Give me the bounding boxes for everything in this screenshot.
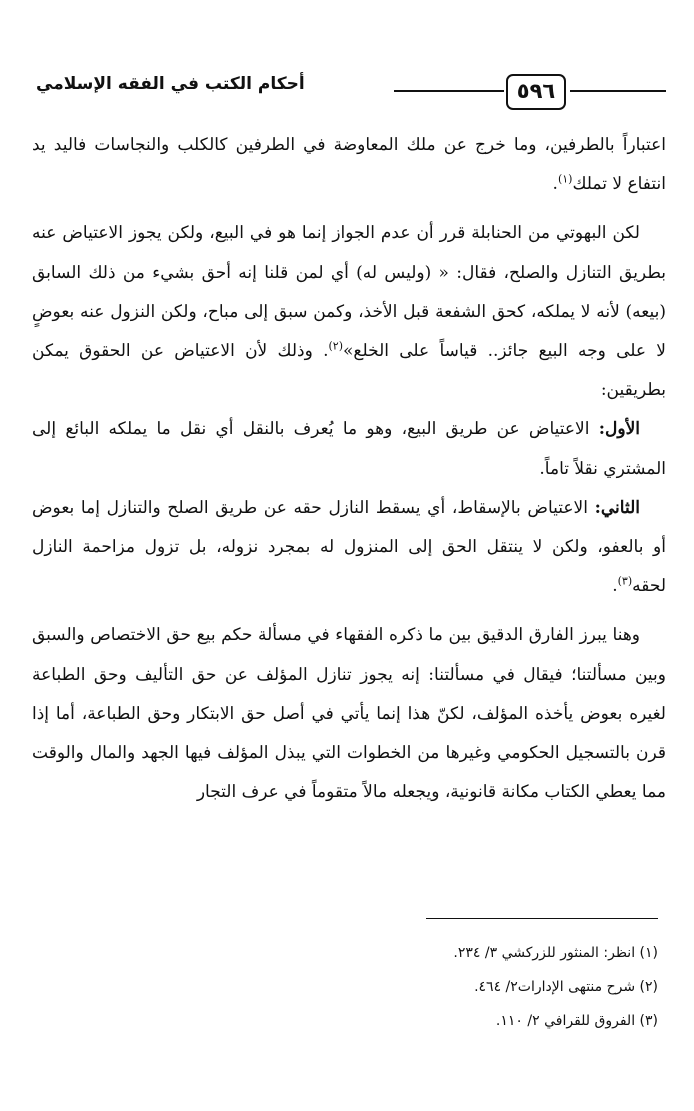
page-number: ٥٩٦	[506, 74, 566, 110]
paragraph-1-end: .	[552, 174, 558, 195]
paragraph-3	[32, 410, 666, 488]
footnote-separator	[426, 918, 658, 919]
footnote-ref-3: (٣)	[617, 574, 633, 588]
footnote-1: (١) انظر: المنثور للزركشي ٣/ ٢٣٤.	[453, 945, 658, 961]
page-header	[36, 62, 666, 110]
header-rule-middle	[394, 90, 504, 92]
footnote-ref-1: (١)	[557, 172, 573, 186]
paragraph-4-lead: الثاني:	[594, 497, 640, 518]
footnote-ref-2: (٢)	[328, 339, 344, 353]
paragraph-4-text: الاعتياض بالإسقاط، أي يسقط النازل حقه عن طريق الصلح والتنازل إما بعوض أو بالعفو، ولكن لا ينتقل الحق إلى المنزول له بمجرد نزوله، بل تزول مزاحمة النازل لحقه	[32, 497, 666, 597]
footnote-2: (٢) شرح منتهى الإدارات٢/ ٤٦٤.	[474, 979, 658, 995]
footnote-3: (٣) الفروق للقرافي ٢/ ١١٠.	[495, 1013, 658, 1029]
paragraph-1	[32, 126, 666, 204]
paragraph-1-text: اعتباراً بالطرفين، وما خرج عن ملك المعاوضة في الطرفين كالكلب والنجاسات فاليد يد انتفاع لا تملك	[32, 135, 666, 195]
paragraph-2-text: لكن البهوتي من الحنابلة قرر أن عدم الجواز إنما هو في البيع، ولكن يجوز الاعتياض عنه بطريق التنازل والصلح، فقال: « (وليس له) أي لمن قلنا إنه أحق بشيء من ذلك السابق (بيعه) لأنه لا يملكه، كحق الشفعة قبل الأخذ، وكمن سبق إلى مباح، ولكن النزول عنه بعوضٍ لا على وجه البيع جائز.. قياساً على الخلع»	[32, 223, 666, 362]
header-rule-right	[570, 90, 666, 92]
running-title: أحكام الكتب في الفقه الإسلامي	[36, 74, 305, 94]
paragraph-5-text: وهنا يبرز الفارق الدقيق بين ما ذكره الفقهاء في مسألة حكم بيع حق الاختصاص والسبق وبين مسألتنا؛ فيقال في مسألتنا: إنه يجوز تنازل المؤلف عن حق التأليف وحق الطباعة لغيره بعوض يأخذه المؤلف، لكنّ هذا إنما يأتي في أصل حق الابتكار وحق الطباعة، أما إذا قرن بالتسجيل الحكومي وغيرها من الخطوات التي يبذل المؤلف فيها الجهد والمال والوقت مما يعطي الكتاب مكانة قانونية، ويجعله مالاً متقوماً في عرف التجار	[32, 625, 666, 803]
paragraph-4	[32, 489, 666, 607]
footnotes	[28, 936, 658, 1038]
paragraph-5	[32, 616, 666, 812]
paragraph-3-lead: الأول:	[598, 419, 640, 440]
paragraph-2-end: . وذلك لأن الاعتياض عن الحقوق يمكن بطريقين:	[32, 341, 666, 401]
paragraph-3-text: الاعتياض عن طريق البيع، وهو ما يُعرف بالنقل أي نقل ما يملكه البائع إلى المشتري نقلاً تاماً.	[32, 419, 666, 479]
paragraph-4-end: .	[612, 576, 618, 597]
paragraph-2	[32, 214, 666, 410]
main-text	[32, 126, 666, 812]
